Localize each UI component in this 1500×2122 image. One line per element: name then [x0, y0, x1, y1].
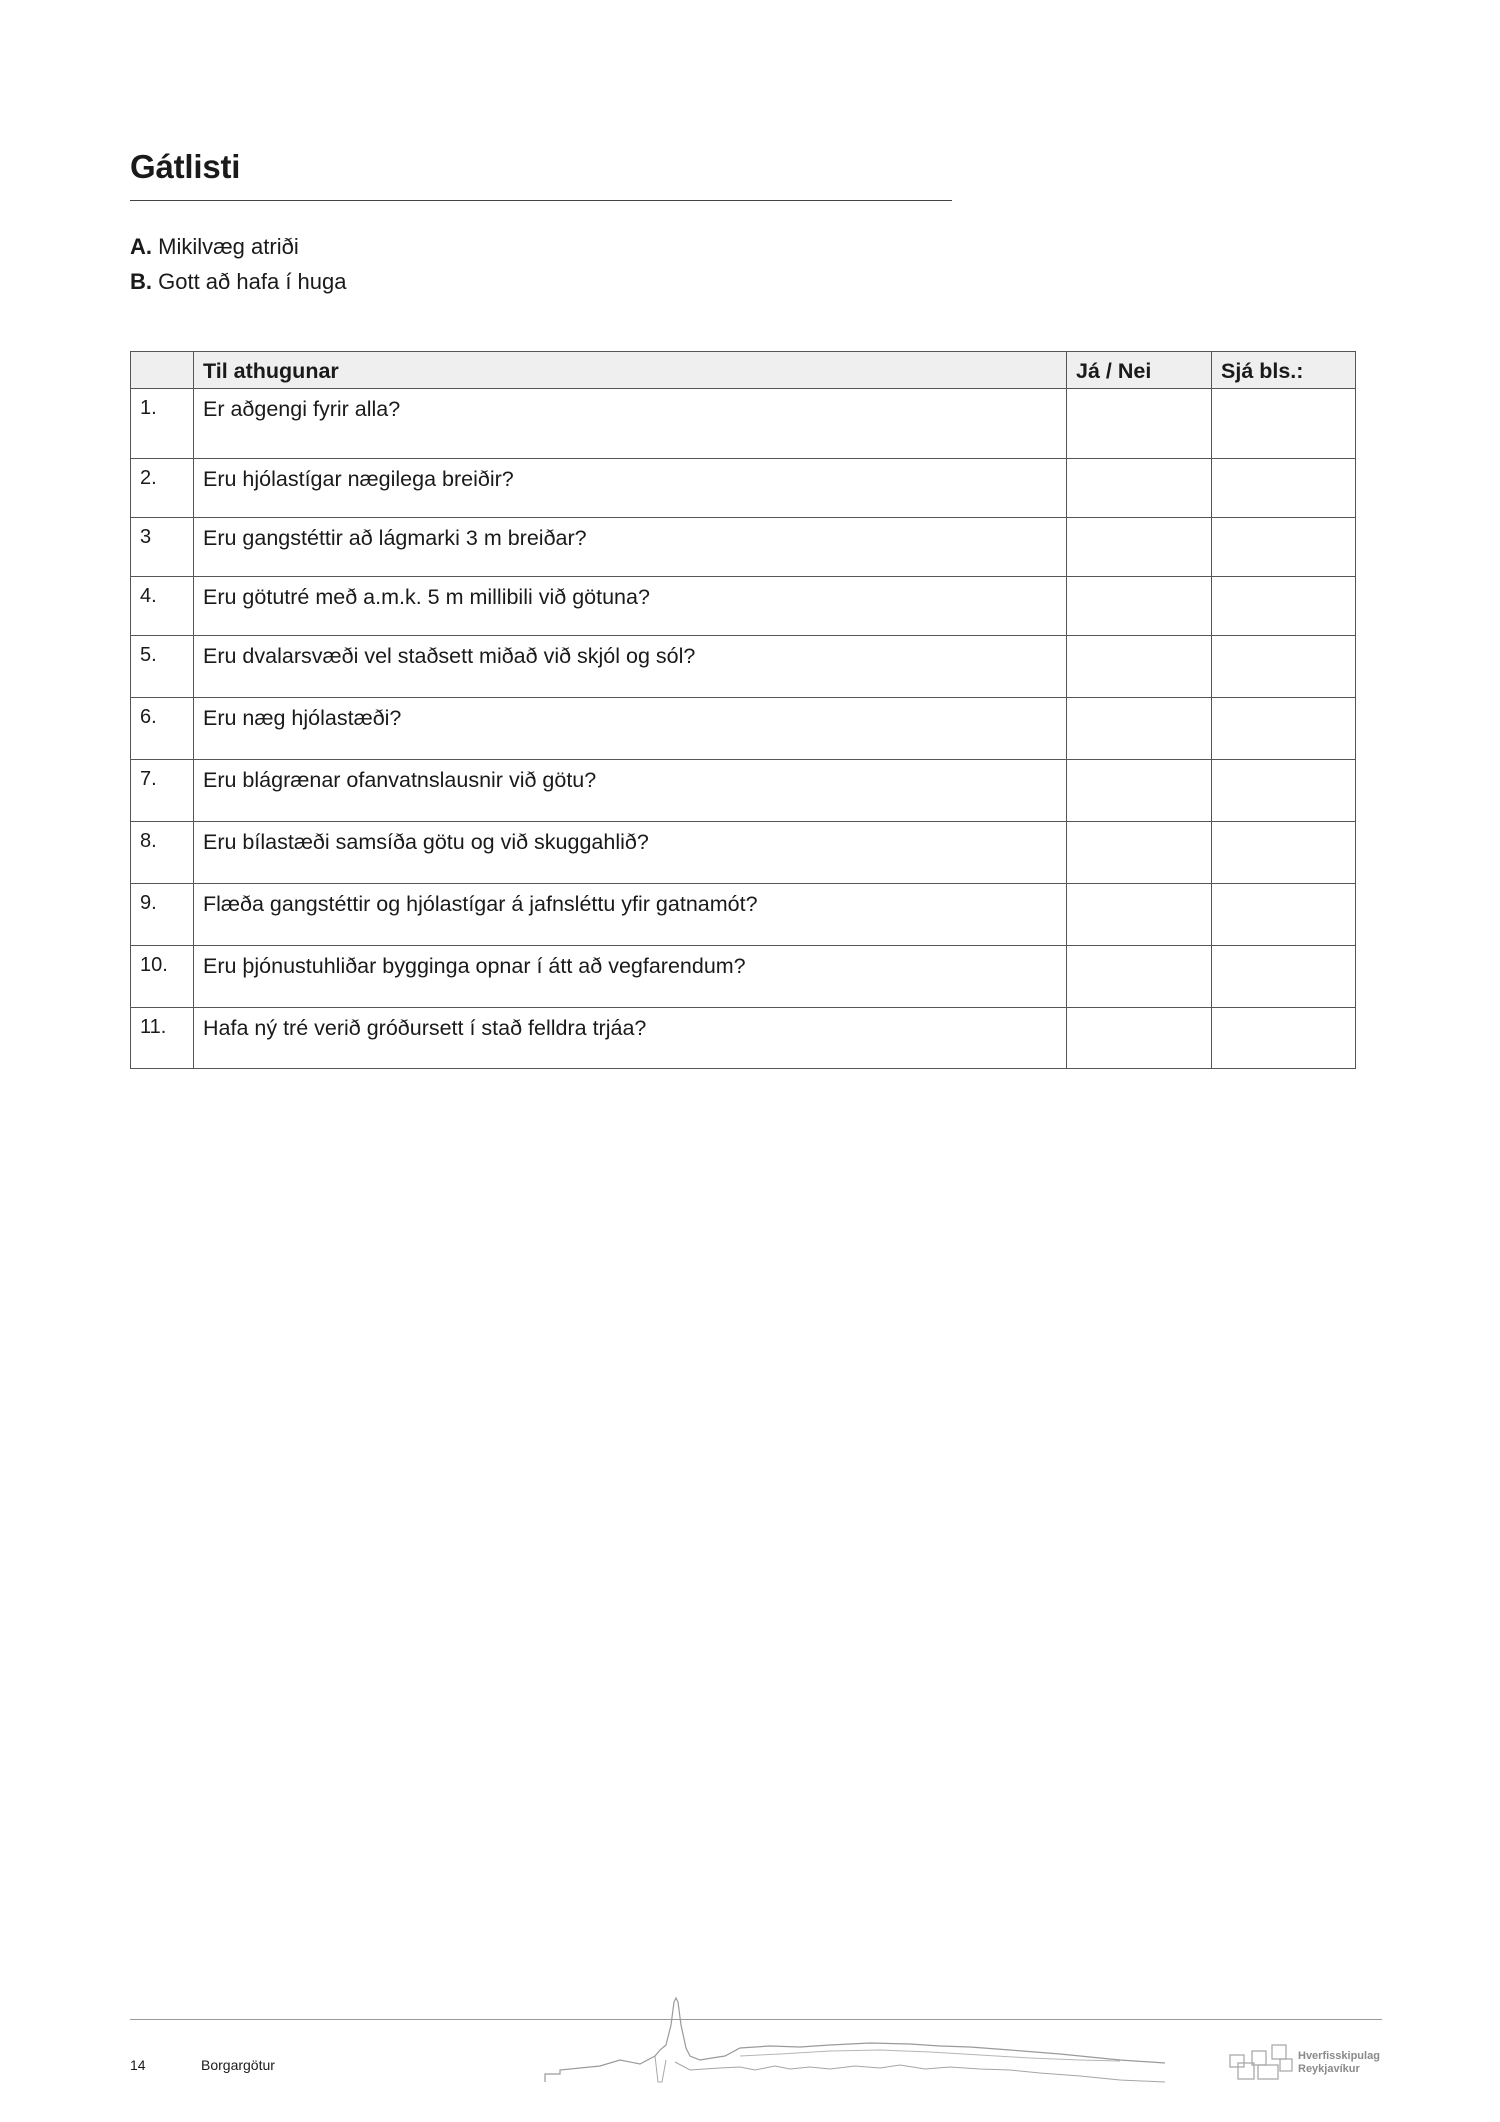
row-question: Eru hjólastígar nægilega breiðir?: [194, 459, 1067, 518]
row-number: 11.: [131, 1008, 194, 1069]
legend-item-b: [130, 264, 347, 299]
row-page-cell[interactable]: [1212, 577, 1356, 636]
row-question: Eru dvalarsvæði vel staðsett miðað við skjól og sól?: [194, 636, 1067, 698]
legend-text: Mikilvæg atriði: [158, 234, 299, 259]
header-page: Sjá bls.:: [1212, 352, 1356, 389]
legend-item-a: [130, 229, 347, 264]
row-number: 4.: [131, 577, 194, 636]
row-number: 5.: [131, 636, 194, 698]
page-number: 14: [130, 2057, 146, 2073]
legend: [130, 229, 347, 299]
logo-line-2: Reykjavíkur: [1298, 2063, 1360, 2075]
row-page-cell[interactable]: [1212, 1008, 1356, 1069]
row-number: 7.: [131, 760, 194, 822]
row-yes-no-cell[interactable]: [1067, 822, 1212, 884]
row-question: Er aðgengi fyrir alla?: [194, 389, 1067, 459]
row-page-cell[interactable]: [1212, 636, 1356, 698]
table-row: [131, 389, 1356, 459]
header-number: [131, 352, 194, 389]
row-page-cell[interactable]: [1212, 822, 1356, 884]
row-yes-no-cell[interactable]: [1067, 636, 1212, 698]
row-question: Eru næg hjólastæði?: [194, 698, 1067, 760]
table-header-row: [131, 352, 1356, 389]
row-yes-no-cell[interactable]: [1067, 518, 1212, 577]
row-question: Eru götutré með a.m.k. 5 m millibili við götuna?: [194, 577, 1067, 636]
hverfisskipulag-logo-icon: [1228, 2043, 1296, 2085]
table-row: [131, 822, 1356, 884]
header-yes-no: Já / Nei: [1067, 352, 1212, 389]
table-row: [131, 636, 1356, 698]
legend-text: Gott að hafa í huga: [158, 269, 347, 294]
row-page-cell[interactable]: [1212, 946, 1356, 1008]
row-yes-no-cell[interactable]: [1067, 1008, 1212, 1069]
page-title: Gátlisti: [130, 148, 241, 185]
document-name: Borgargötur: [201, 2057, 275, 2073]
row-number: 1.: [131, 389, 194, 459]
row-yes-no-cell[interactable]: [1067, 698, 1212, 760]
row-yes-no-cell[interactable]: [1067, 760, 1212, 822]
row-yes-no-cell[interactable]: [1067, 577, 1212, 636]
row-number: 10.: [131, 946, 194, 1008]
row-number: 2.: [131, 459, 194, 518]
row-question: Eru þjónustuhliðar bygginga opnar í átt að vegfarendum?: [194, 946, 1067, 1008]
row-yes-no-cell[interactable]: [1067, 459, 1212, 518]
table-row: [131, 884, 1356, 946]
table-row: [131, 577, 1356, 636]
row-question: Eru bílastæði samsíða götu og við skuggahlið?: [194, 822, 1067, 884]
title-divider: [130, 200, 952, 201]
row-question: Hafa ný tré verið gróðursett í stað felldra trjáa?: [194, 1008, 1067, 1069]
header-question: Til athugunar: [194, 352, 1067, 389]
table-row: [131, 1008, 1356, 1069]
logo-text: [1298, 2050, 1380, 2076]
row-question: Eru blágrænar ofanvatnslausnir við götu?: [194, 760, 1067, 822]
table-row: [131, 518, 1356, 577]
row-number: 3: [131, 518, 194, 577]
row-yes-no-cell[interactable]: [1067, 884, 1212, 946]
row-question: Flæða gangstéttir og hjólastígar á jafnsléttu yfir gatnamót?: [194, 884, 1067, 946]
table-row: [131, 459, 1356, 518]
row-yes-no-cell[interactable]: [1067, 946, 1212, 1008]
row-page-cell[interactable]: [1212, 389, 1356, 459]
table-row: [131, 760, 1356, 822]
legend-key: A.: [130, 234, 152, 259]
row-page-cell[interactable]: [1212, 760, 1356, 822]
row-page-cell[interactable]: [1212, 698, 1356, 760]
legend-key: B.: [130, 269, 152, 294]
table-row: [131, 946, 1356, 1008]
row-question: Eru gangstéttir að lágmarki 3 m breiðar?: [194, 518, 1067, 577]
checklist-table: [130, 351, 1356, 1069]
row-page-cell[interactable]: [1212, 518, 1356, 577]
row-number: 6.: [131, 698, 194, 760]
row-page-cell[interactable]: [1212, 884, 1356, 946]
row-yes-no-cell[interactable]: [1067, 389, 1212, 459]
city-skyline-icon: [540, 1990, 1170, 2090]
logo-line-1: Hverfisskipulag: [1298, 2050, 1380, 2062]
row-number: 8.: [131, 822, 194, 884]
row-page-cell[interactable]: [1212, 459, 1356, 518]
table-row: [131, 698, 1356, 760]
row-number: 9.: [131, 884, 194, 946]
